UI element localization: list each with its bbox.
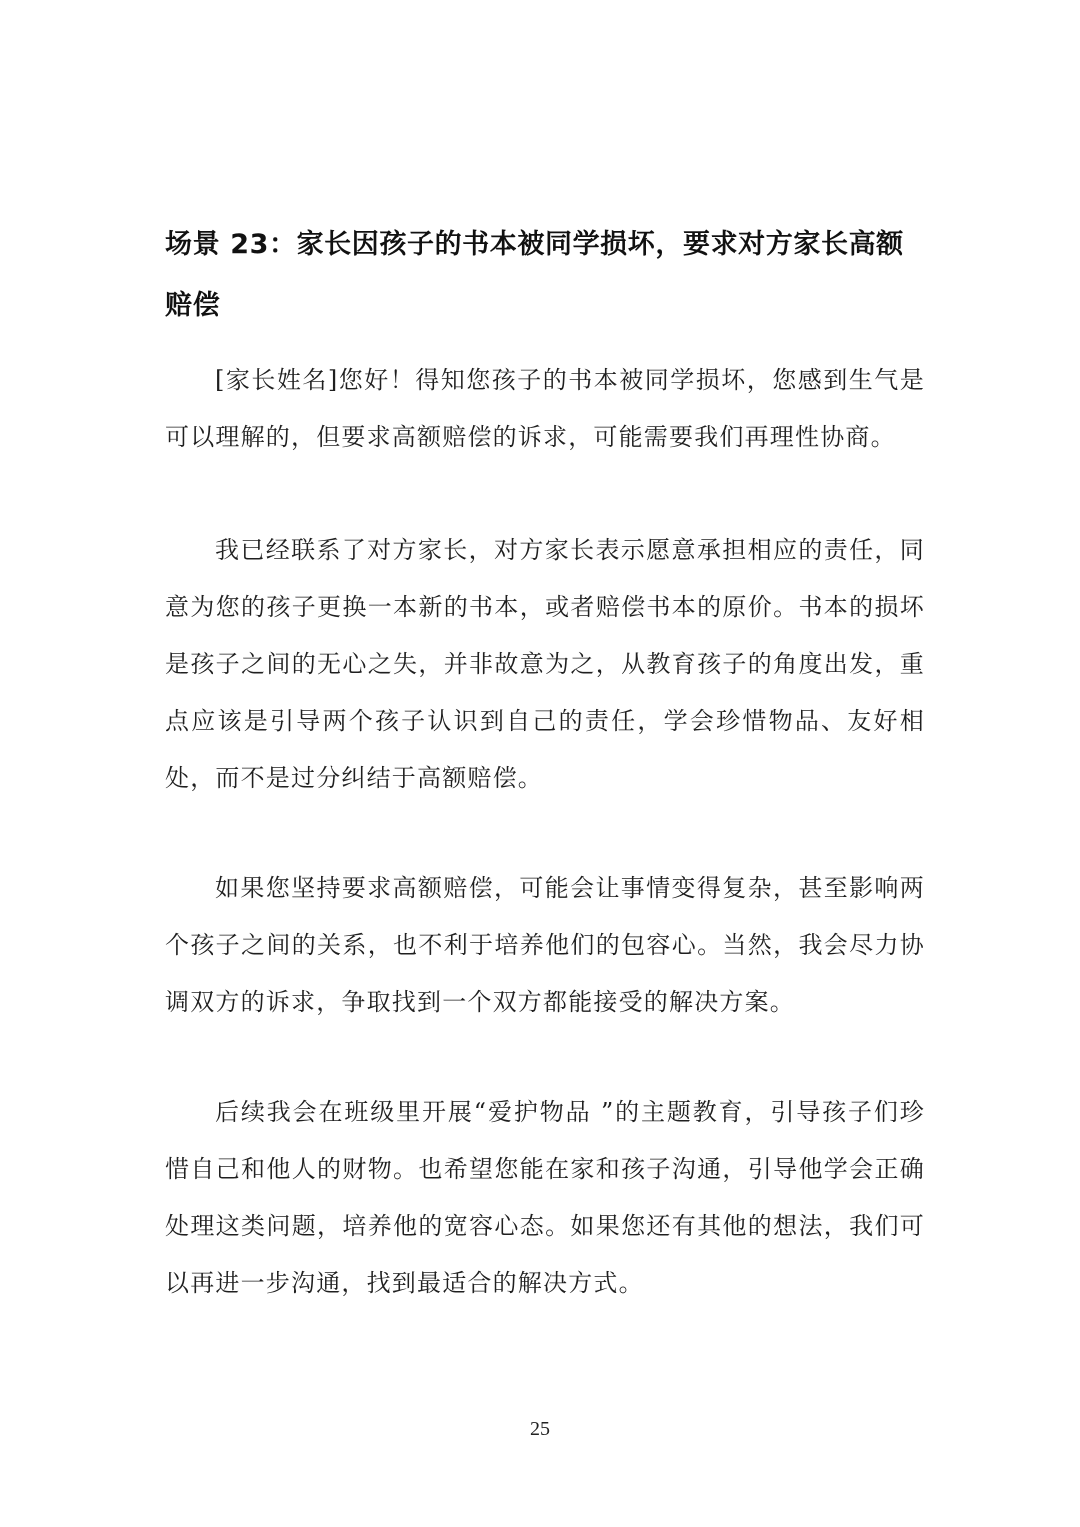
scenario-heading: 场景 23：家长因孩子的书本被同学损坏，要求对方家长高额赔偿 <box>165 229 904 321</box>
paragraph-follow-up: 后续我会在班级里开展“爱护物品 ”的主题教育，引导孩子们珍惜自己和他人的财物。也希望您能在家和孩子沟通，引导他学会正确处理这类问题，培养他的宽容心态。如果您还有其他的想法，我们可以再进一步沟通，找到最适合的解决方式。 <box>165 1098 925 1297</box>
paragraph-greeting: [家长姓名]您好！得知您孩子的书本被同学损坏，您感到生气是可以理解的，但要求高额赔偿的诉求，可能需要我们再理性协商。 <box>165 366 925 451</box>
paragraph-contact-other-parent: 我已经联系了对方家长，对方家长表示愿意承担相应的责任，同意为您的孩子更换一本新的书本，或者赔偿书本的原价。书本的损坏是孩子之间的无心之失，并非故意为之，从教育孩子的角度出发，重点应该是引导两个孩子认识到自己的责任，学会珍惜物品、友好相处，而不是过分纠结于高额赔偿。 <box>165 536 925 792</box>
page-number: 25 <box>530 1418 550 1440</box>
paragraph-consequences: 如果您坚持要求高额赔偿，可能会让事情变得复杂，甚至影响两个孩子之间的关系，也不利于培养他们的包容心。当然，我会尽力协调双方的诉求，争取找到一个双方都能接受的解决方案。 <box>165 874 925 1016</box>
